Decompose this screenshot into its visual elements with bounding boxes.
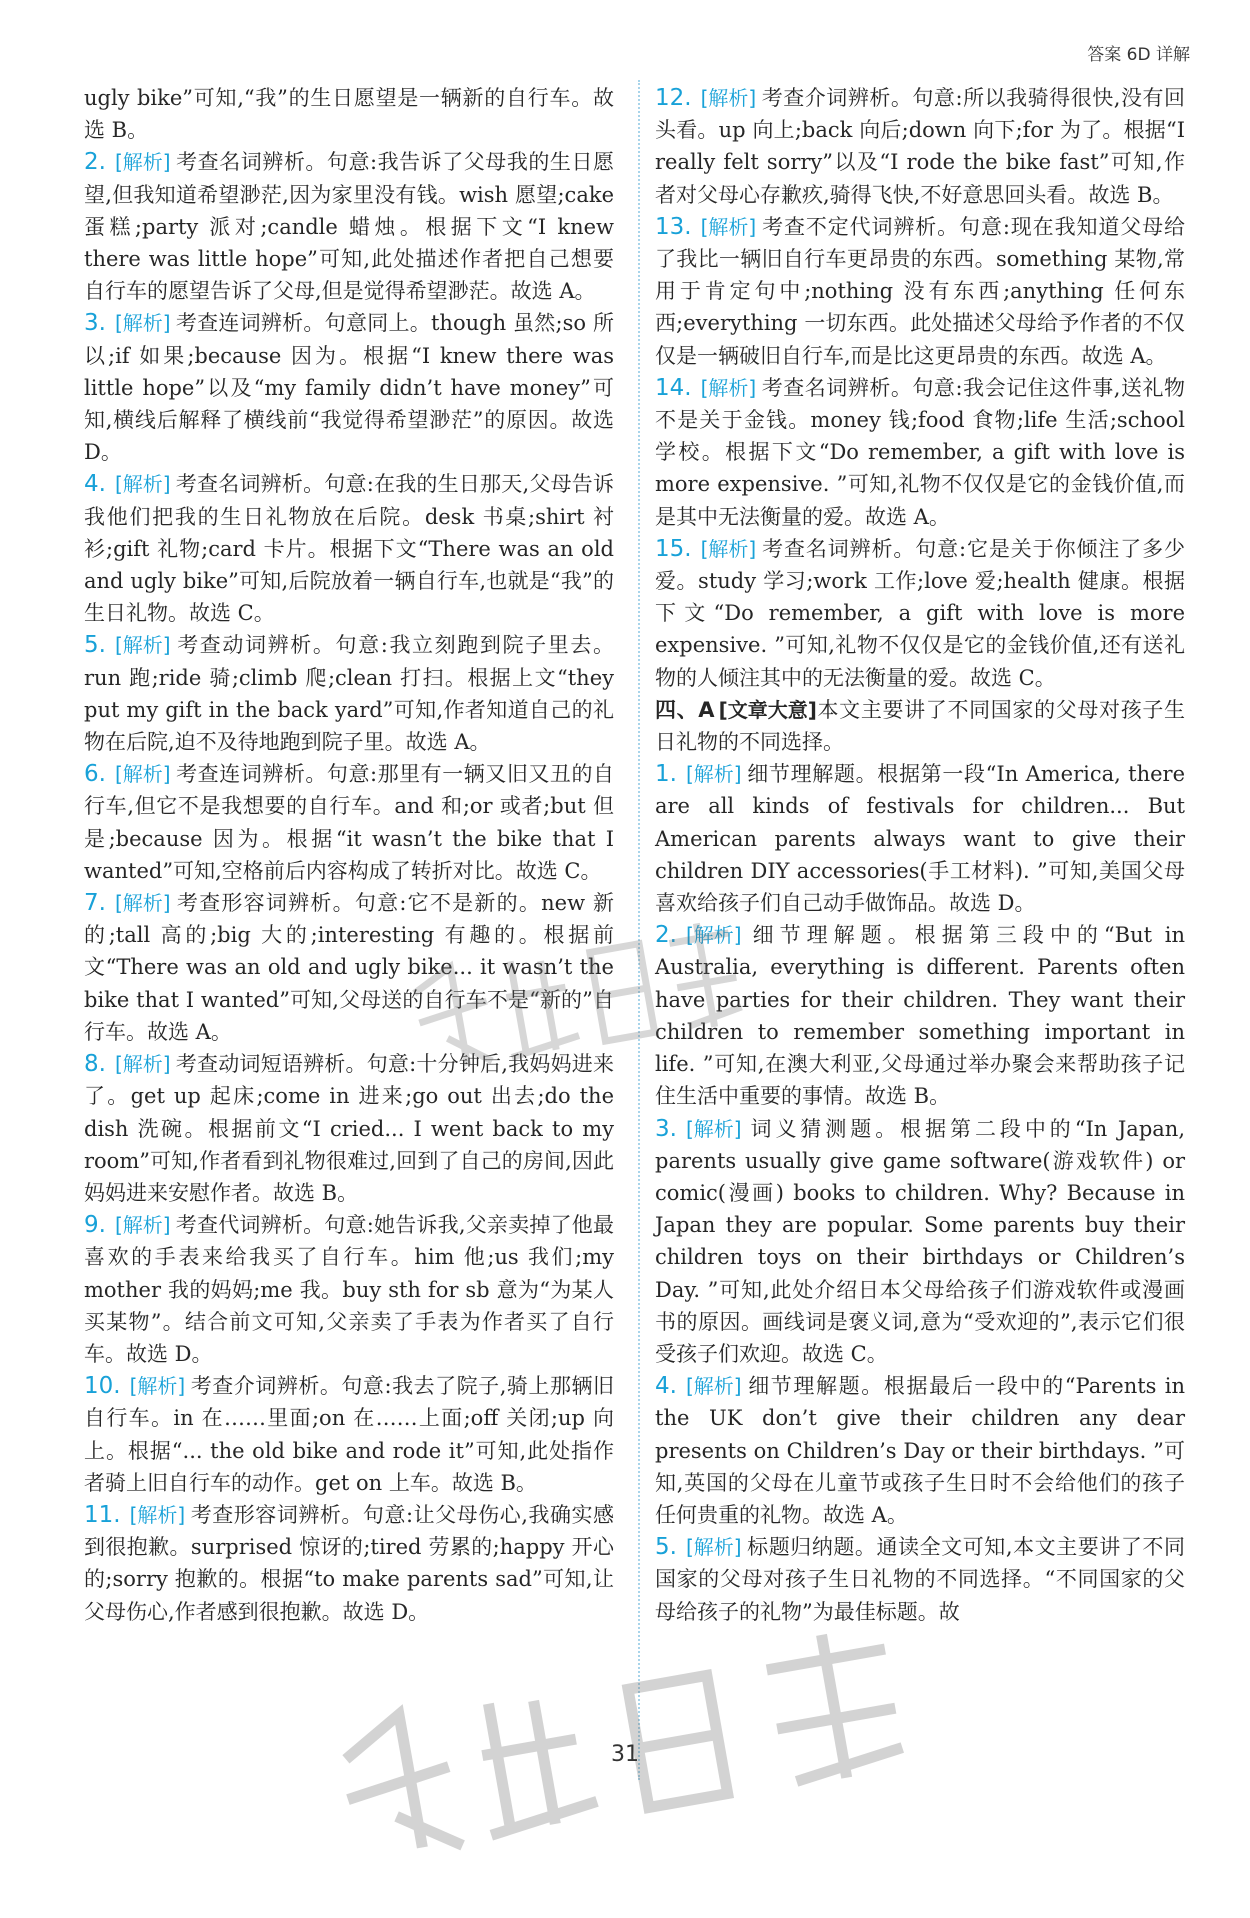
right-column xyxy=(655,82,1185,1628)
analysis-tag: [ 解析 ] xyxy=(128,1503,188,1527)
reading-item-5 xyxy=(655,1531,1185,1628)
answer-number: 12. xyxy=(655,85,692,111)
answer-number: 9. xyxy=(84,1212,106,1239)
answer-item-14 xyxy=(655,372,1185,533)
answer-number: 13. xyxy=(655,213,692,240)
analysis-tag: [ 解析 ] xyxy=(128,1374,188,1398)
reading-item-3 xyxy=(655,1113,1185,1371)
answer-text: 考查连词辨析。句意同上。though 虽然;so 所以;if 如果;because 因为。根据“I knew there was little hope”以及“my family didn’t have money”可知,横线后解释了横线前“我觉得希望渺茫”的原因。故选 D。 xyxy=(84,311,614,465)
analysis-tag: [ 解析 ] xyxy=(113,891,173,915)
answer-text: 考查代词辨析。句意:她告诉我,父亲卖掉了他最喜欢的手表来给我买了自行车。him 他;us 我们;my mother 我的妈妈;me 我。buy sth for sb 意为“为某人买某物”。结合前文可知,父亲卖了手表为作者买了自行车。故选 D。 xyxy=(84,1213,614,1366)
analysis-tag: [ 解析 ] xyxy=(113,150,173,174)
analysis-tag: [ 解析 ] xyxy=(113,1213,173,1237)
page-header: 答案 6D 详解 xyxy=(1087,45,1190,65)
answer-number: 10. xyxy=(84,1373,121,1400)
answer-number: 7. xyxy=(84,890,106,917)
summary-text: 本文主要讲了不同国家的父母对孩子生日礼物的不同选择。 xyxy=(655,697,1186,755)
section-summary xyxy=(655,694,1185,758)
answer-number: 8. xyxy=(84,1051,106,1078)
answer-number: 4. xyxy=(655,1373,677,1400)
answer-text: 考查连词辨析。句意:那里有一辆又旧又丑的自行车,但它不是我想要的自行车。and 和;or 或者;but 但是;because 因为。根据“it wasn’t the bike that I wanted”可知,空格前后内容构成了转折对比。故选 C。 xyxy=(84,762,614,883)
analysis-tag: [ 解析 ] xyxy=(699,376,759,400)
analysis-tag: [ 解析 ] xyxy=(684,1117,744,1141)
answer-text: 考查形容词辨析。句意:让父母伤心,我确实感到很抱歉。surprised 惊讶的;tired 劳累的;happy 开心的;sorry 抱歉的。根据“to make parents sad”可知,让父母伤心,作者感到很抱歉。故选 D。 xyxy=(84,1502,614,1624)
section-heading: 四、A xyxy=(655,697,715,722)
answer-text: 细节理解题。根据第三段中的“But in Australia, everything is different. Parents often have parties for their children. They want their children to remember something important in life. ”可知,在澳大利亚,父母通过举办聚会来帮助孩子记住生活中重要的事情。故选 B。 xyxy=(655,923,1185,1109)
column-divider xyxy=(638,80,640,1780)
analysis-tag: [ 解析 ] xyxy=(113,633,173,657)
answer-text: 细节理解题。根据第一段“In America, there are all kinds of festivals for children... But American parents always want to give their children DIY accessories(手工材料). ”可知,美国父母喜欢给孩子们自己动手做饰品。故选 D。 xyxy=(655,762,1185,916)
answer-text: 考查名词辨析。句意:我告诉了父母我的生日愿望,但我知道希望渺茫,因为家里没有钱。wish 愿望;cake 蛋糕;party 派对;candle 蜡烛。根据下文“I knew there was little hope”可知,此处描述作者把自己想要自行车的愿望告诉了父母,但是觉得希望渺茫。故选 A。 xyxy=(84,150,614,304)
answer-item-11-continued xyxy=(84,82,614,146)
analysis-tag: [ 解析 ] xyxy=(699,86,759,110)
answer-number: 1. xyxy=(655,761,677,788)
answer-text: 考查名词辨析。句意:它是关于你倾注了多少爱。study 学习;work 工作;love 爱;health 健康。根据下文“Do remember, a gift with love is more expensive. ”可知,礼物不仅仅是它的金钱价值,还有送礼物的人倾注其中的无法衡量的爱。故选 C。 xyxy=(655,536,1185,690)
answer-text: 考查介词辨析。句意:所以我骑得很快,没有回头看。up 向上;back 向后;down 向下;for 为了。根据“I really felt sorry”以及“I rode the bike fast”可知,作者对父母心存歉疚,骑得飞快,不好意思回头看。故选 B。 xyxy=(655,86,1185,207)
left-column xyxy=(84,82,614,1628)
answer-number: 2. xyxy=(655,922,677,949)
summary-tag: [ 文章大意 ] xyxy=(719,698,817,722)
answer-text: 考查名词辨析。句意:我会记住这件事,送礼物不是关于金钱。money 钱;food 食物;life 生活;school 学校。根据下文“Do remember, a gift with love is more expensive. ”可知,礼物不仅仅是它的金钱价值,而是其中无法衡量的爱。故选 A。 xyxy=(655,375,1185,529)
answer-text: 考查名词辨析。句意:在我的生日那天,父母告诉我他们把我的生日礼物放在后院。desk 书桌;shirt 衬衫;gift 礼物;card 卡片。根据下文“There was an old and ugly bike”可知,后院放着一辆自行车,也就是“我”的生日礼物。故选 C。 xyxy=(84,472,614,626)
analysis-tag: [ 解析 ] xyxy=(699,215,759,239)
answer-item-6 xyxy=(84,758,614,887)
answer-item-3 xyxy=(84,307,614,468)
analysis-tag: [ 解析 ] xyxy=(113,1052,173,1076)
watermark-glyphs-lower xyxy=(306,1598,948,1883)
answer-text: 考查动词短语辨析。句意:十分钟后,我妈妈进来了。get up 起床;come in 进来;go out 出去;do the dish 洗碗。根据前文“I cried... I went back to my room”可知,作者看到礼物很难过,回到了自己的房间,因此妈妈进来安慰作者。故选 B。 xyxy=(84,1052,614,1205)
answer-item-4 xyxy=(84,468,614,629)
reading-item-1 xyxy=(655,758,1185,919)
answer-text: 考查动词辨析。句意:我立刻跑到院子里去。run 跑;ride 骑;climb 爬;clean 打扫。根据上文“they put my gift in the back yard”可知,作者知道自己的礼物在后院,迫不及待地跑到院子里。故选 A。 xyxy=(84,633,614,755)
reading-item-2 xyxy=(655,919,1185,1112)
analysis-tag: [ 解析 ] xyxy=(684,1535,744,1559)
answer-number: 11. xyxy=(84,1501,121,1528)
answer-item-15 xyxy=(655,533,1185,694)
answer-item-7 xyxy=(84,887,614,1048)
analysis-tag: [ 解析 ] xyxy=(684,1374,744,1398)
answer-text: 考查不定代词辨析。句意:现在我知道父母给了我比一辆旧自行车更昂贵的东西。something 某物,常用于肯定句中;nothing 没有东西;anything 任何东西;everything 一切东西。此处描述父母给予作者的不仅仅是一辆破旧自行车,而是比这更昂贵的东西。故选 A。 xyxy=(655,214,1185,368)
answer-number: 3. xyxy=(655,1115,677,1142)
page-number: 31 xyxy=(611,1742,639,1767)
answer-text: 细节理解题。根据最后一段中的“Parents in the UK don’t give their children any dear presents on Children’s Day or their birthdays. ”可知,英国的父母在儿童节或孩子生日时不会给他们的孩子任何贵重的礼物。故选 A。 xyxy=(655,1374,1185,1527)
answer-item-12 xyxy=(655,82,1185,211)
answer-text: 标题归纳题。通读全文可知,本文主要讲了不同国家的父母对孩子生日礼物的不同选择。“不同国家的父母给孩子的礼物”为最佳标题。故 xyxy=(655,1535,1185,1624)
analysis-tag: [ 解析 ] xyxy=(684,923,744,947)
analysis-tag: [ 解析 ] xyxy=(113,311,173,335)
answer-number: 15. xyxy=(655,535,692,562)
analysis-tag: [ 解析 ] xyxy=(113,762,173,786)
analysis-tag: [ 解析 ] xyxy=(684,762,744,786)
answer-number: 14. xyxy=(655,374,692,401)
answer-item-9 xyxy=(84,1209,614,1370)
answer-item-11 xyxy=(84,1499,614,1628)
answer-text: 考查介词辨析。句意:我去了院子,骑上那辆旧自行车。in 在……里面;on 在……上面;off 关闭;up 向上。根据“... the old bike and rode it”可知,此处指作者骑上旧自行车的动作。get on 上车。故选 B。 xyxy=(84,1374,614,1495)
answer-text: 词义猜测题。根据第二段中的“In Japan, parents usually give game software(游戏软件) or comic(漫画) books to children. Why? Because in Japan they are popular. Some parents buy their children toys on their birthdays or Children’s Day. ”可知,此处介绍日本父母给孩子们游戏软件或漫画书的原因。画线词是褒义词,意为“受欢迎的”,表示它们很受孩子们欢迎。故选 C。 xyxy=(655,1116,1185,1366)
answer-item-5 xyxy=(84,629,614,758)
reading-item-4 xyxy=(655,1370,1185,1531)
answer-number: 5. xyxy=(655,1534,677,1561)
answer-text: ugly bike”可知,“我”的生日愿望是一辆新的自行车。故选 B。 xyxy=(84,86,614,143)
answer-text: 考查形容词辨析。句意:它不是新的。new 新的;tall 高的;big 大的;interesting 有趣的。根据前文“There was an old and ugly bike... it wasn’t the bike that I wanted”可知,父母送的自行车不是“新的”自行车。故选 A。 xyxy=(84,891,614,1044)
analysis-tag: [ 解析 ] xyxy=(113,472,173,496)
answer-item-2 xyxy=(84,146,614,307)
answer-number: 5. xyxy=(84,632,106,659)
answer-item-8 xyxy=(84,1048,614,1209)
analysis-tag: [ 解析 ] xyxy=(699,537,759,561)
answer-item-13 xyxy=(655,211,1185,372)
answer-number: 3. xyxy=(84,310,106,337)
answer-number: 2. xyxy=(84,149,106,176)
answer-item-10 xyxy=(84,1370,614,1499)
answer-number: 4. xyxy=(84,471,106,498)
answer-number: 6. xyxy=(84,761,106,788)
